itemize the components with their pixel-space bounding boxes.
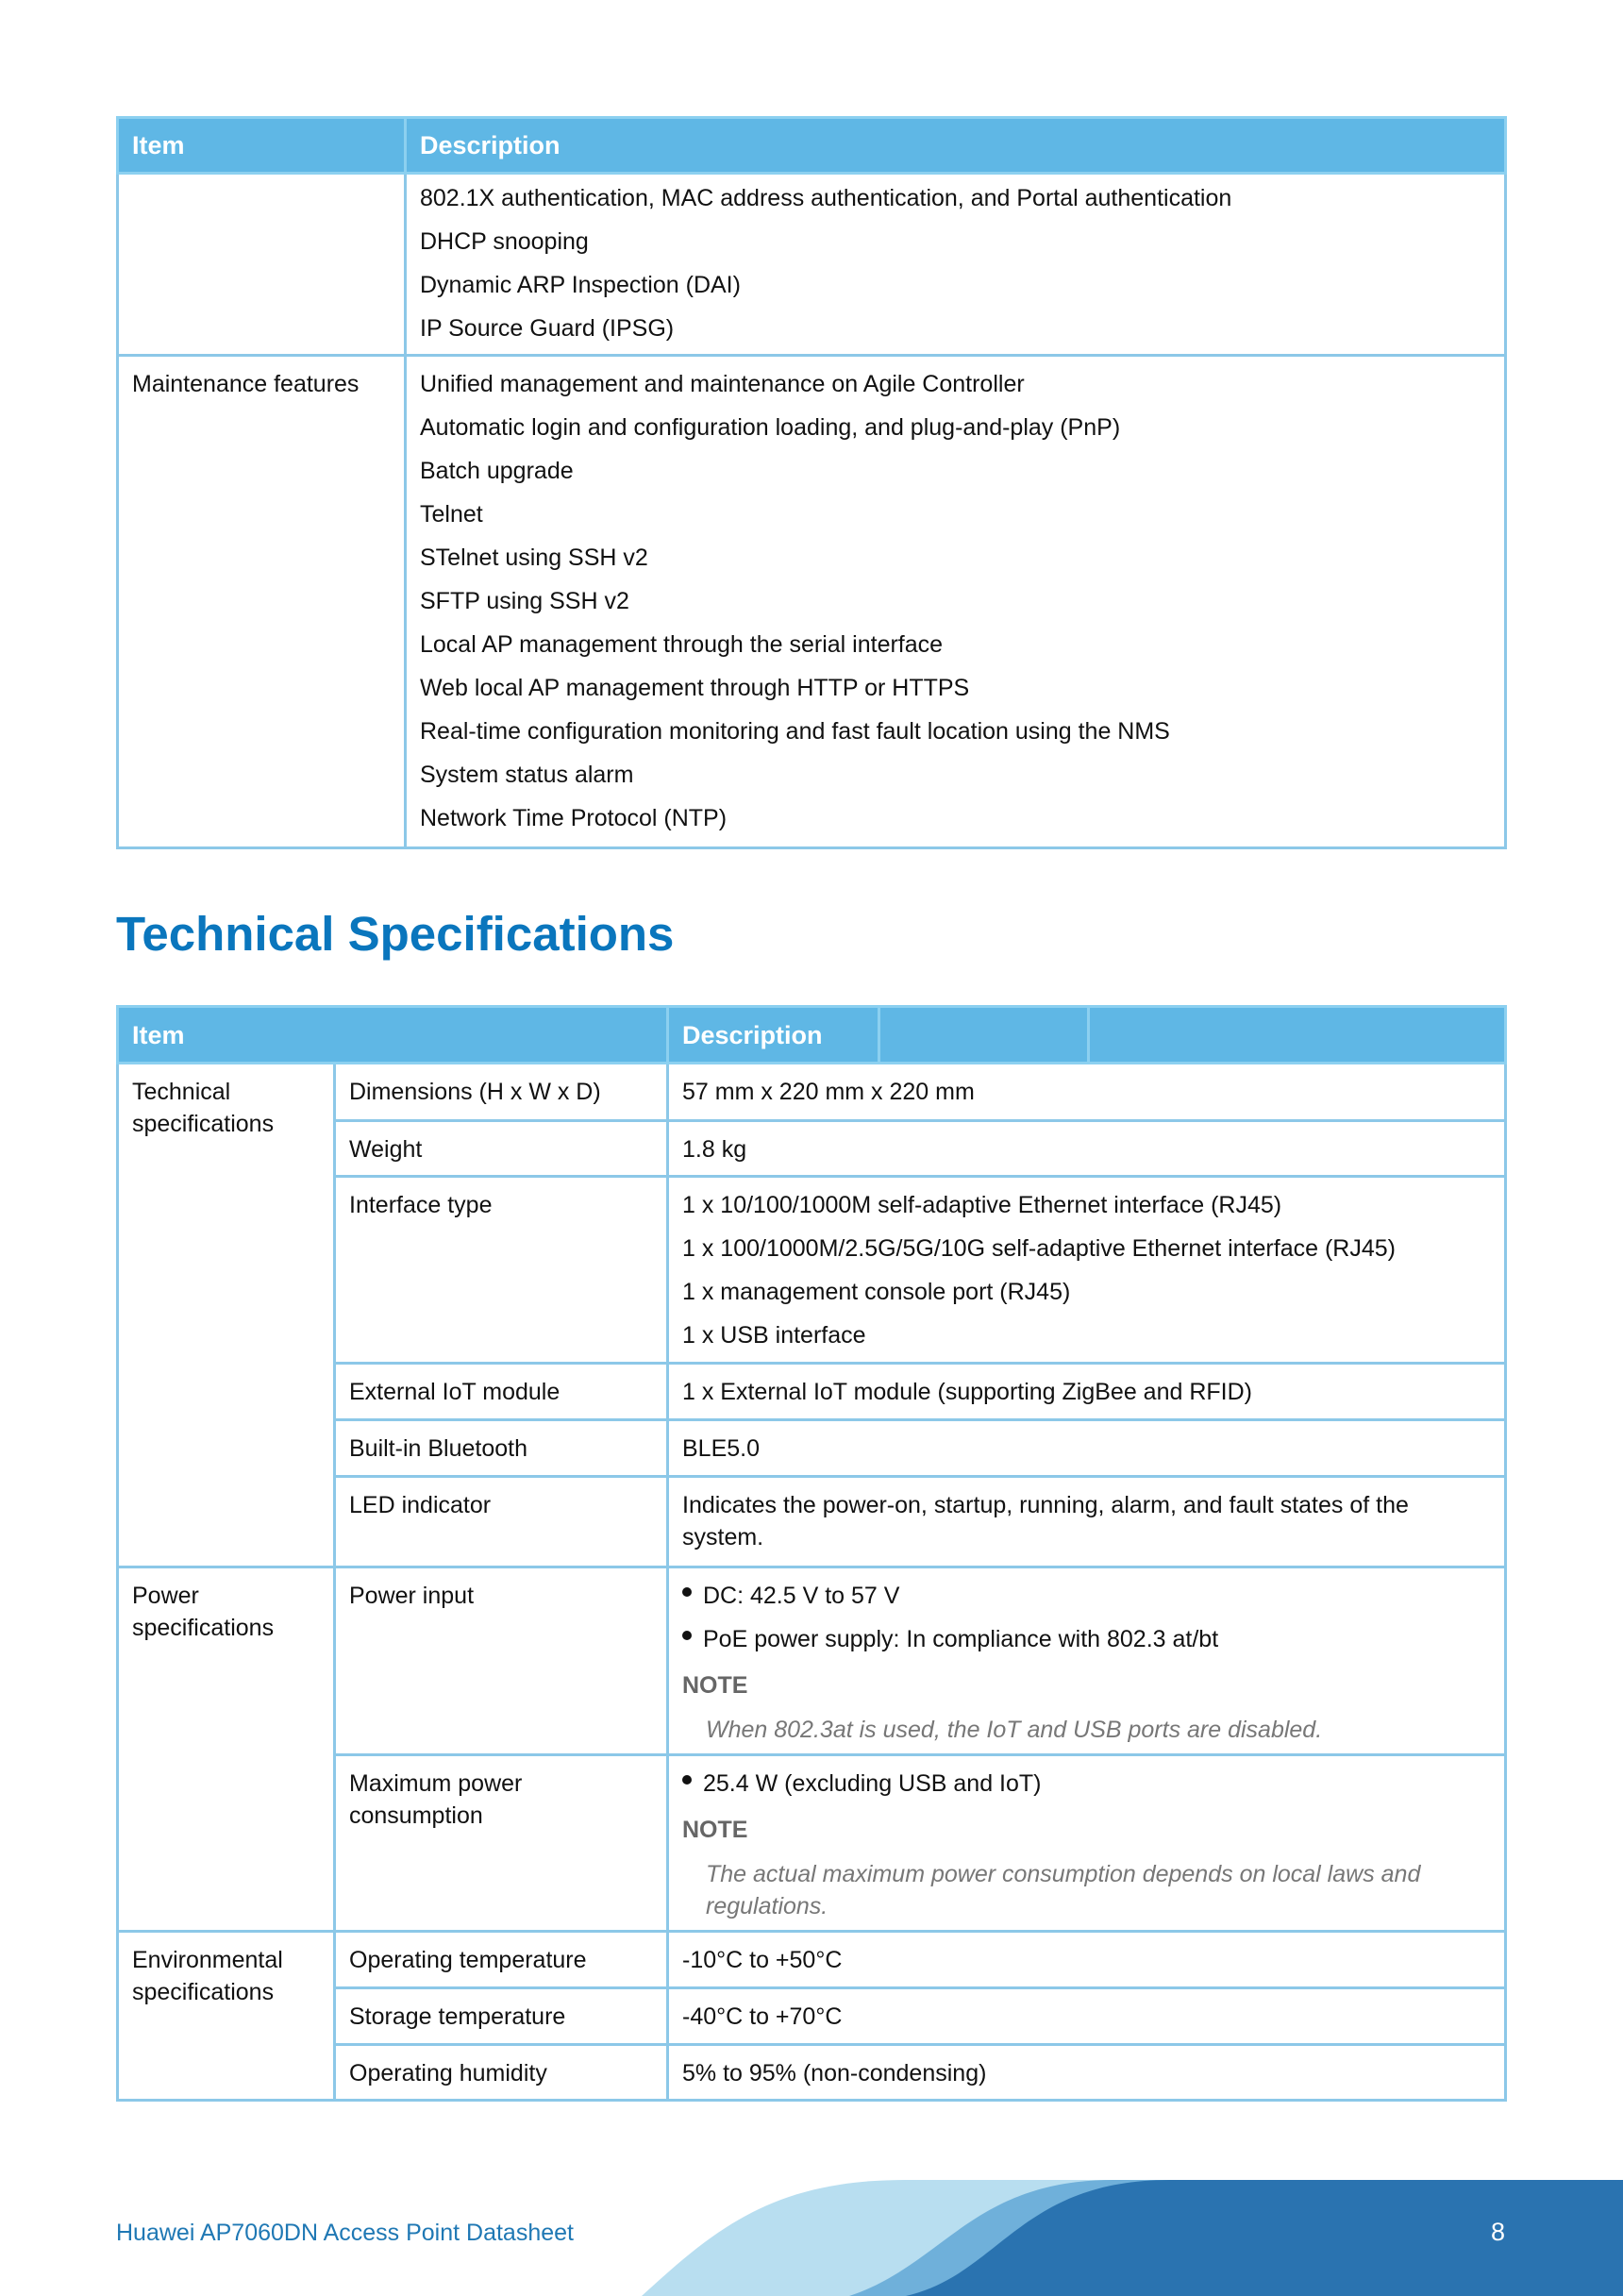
description-line: DHCP snooping	[420, 228, 589, 255]
item-cell: Maximum power consumption	[335, 1755, 668, 1932]
item-cell: Maintenance features	[118, 356, 406, 848]
header-item: Item	[118, 1007, 668, 1064]
page-number: 8	[1491, 2218, 1506, 2246]
group-cell: Technical specifications	[118, 1064, 335, 1567]
description-line: 1 x management console port (RJ45)	[682, 1279, 1071, 1305]
note-text: When 802.3at is used, the IoT and USB ports are disabled.	[706, 1717, 1323, 1743]
description-line: Web local AP management through HTTP or HTTPS	[420, 675, 970, 701]
description-line: Batch upgrade	[420, 458, 574, 484]
note-text: The actual maximum power consumption depends on local laws and regulations.	[706, 1861, 1421, 1919]
header-description: Description	[668, 1007, 879, 1064]
bullet-icon	[682, 1775, 692, 1785]
features-table	[116, 116, 1507, 849]
table-row	[118, 174, 1506, 356]
description-line: Automatic login and configuration loading, and plug-and-play (PnP)	[420, 414, 1121, 441]
description-cell	[668, 1567, 1506, 1755]
header-empty-cell	[879, 1007, 1089, 1064]
bullet-item: DC: 42.5 V to 57 V	[682, 1580, 1491, 1623]
item-cell: Interface type	[335, 1177, 668, 1364]
group-cell: Environmental specifications	[118, 1932, 335, 2101]
description-cell: Indicates the power-on, startup, running, alarm, and fault states of the system.	[668, 1477, 1506, 1567]
description-cell	[406, 356, 1506, 848]
item-cell: Storage temperature	[335, 1988, 668, 2045]
item-cell	[118, 174, 406, 356]
description-line: 802.1X authentication, MAC address authentication, and Portal authentication	[420, 185, 1232, 211]
description-line: Dynamic ARP Inspection (DAI)	[420, 272, 741, 298]
description-cell: 1.8 kg	[668, 1121, 1506, 1177]
table-row	[118, 1567, 1506, 1755]
description-line: IP Source Guard (IPSG)	[420, 315, 675, 342]
header-empty-cell	[1089, 1007, 1506, 1064]
bullet-icon	[682, 1587, 692, 1597]
description-cell: 1 x External IoT module (supporting ZigBee and RFID)	[668, 1364, 1506, 1420]
description-cell	[668, 1177, 1506, 1364]
bullet-item: 25.4 W (excluding USB and IoT)	[682, 1768, 1491, 1811]
table-row	[118, 1064, 1506, 1121]
note-label: NOTE	[682, 1817, 748, 1843]
item-cell: Built-in Bluetooth	[335, 1420, 668, 1477]
item-cell: External IoT module	[335, 1364, 668, 1420]
description-line: Unified management and maintenance on Agile Controller	[420, 371, 1025, 397]
item-cell: Power input	[335, 1567, 668, 1755]
item-cell: Weight	[335, 1121, 668, 1177]
description-line: Local AP management through the serial interface	[420, 631, 944, 658]
group-cell: Power specifications	[118, 1567, 335, 1932]
description-line: 1 x 100/1000M/2.5G/5G/10G self-adaptive Ethernet interface (RJ45)	[682, 1235, 1396, 1262]
description-cell	[668, 1755, 1506, 1932]
description-line: Telnet	[420, 501, 483, 528]
item-cell: LED indicator	[335, 1477, 668, 1567]
item-cell: Operating humidity	[335, 2045, 668, 2101]
table-header-row	[118, 118, 1506, 174]
header-description: Description	[406, 118, 1506, 174]
item-cell: Operating temperature	[335, 1932, 668, 1988]
item-cell: Dimensions (H x W x D)	[335, 1064, 668, 1121]
technical-specifications-table	[116, 1005, 1507, 2102]
description-cell: -40°C to +70°C	[668, 1988, 1506, 2045]
description-line: Real-time configuration monitoring and fast fault location using the NMS	[420, 718, 1170, 745]
description-line: 1 x 10/100/1000M self-adaptive Ethernet interface (RJ45)	[682, 1192, 1282, 1218]
footer-document-title: Huawei AP7060DN Access Point Datasheet	[116, 2220, 574, 2246]
bullet-icon	[682, 1631, 692, 1640]
description-line: System status alarm	[420, 762, 634, 788]
description-cell: -10°C to +50°C	[668, 1932, 1506, 1988]
description-cell	[406, 174, 1506, 356]
description-cell: 5% to 95% (non-condensing)	[668, 2045, 1506, 2101]
description-cell: BLE5.0	[668, 1420, 1506, 1477]
header-item: Item	[118, 118, 406, 174]
description-line: Network Time Protocol (NTP)	[420, 805, 728, 831]
description-line: STelnet using SSH v2	[420, 545, 648, 571]
table-header-row	[118, 1007, 1506, 1064]
table-row	[118, 356, 1506, 848]
bullet-item: PoE power supply: In compliance with 802.3 at/bt	[682, 1623, 1491, 1667]
description-line: 1 x USB interface	[682, 1322, 866, 1349]
description-cell: 57 mm x 220 mm x 220 mm	[668, 1064, 1506, 1121]
description-line: SFTP using SSH v2	[420, 588, 629, 614]
section-title: Technical Specifications	[116, 907, 675, 961]
note-label: NOTE	[682, 1672, 748, 1699]
table-row	[118, 1932, 1506, 1988]
